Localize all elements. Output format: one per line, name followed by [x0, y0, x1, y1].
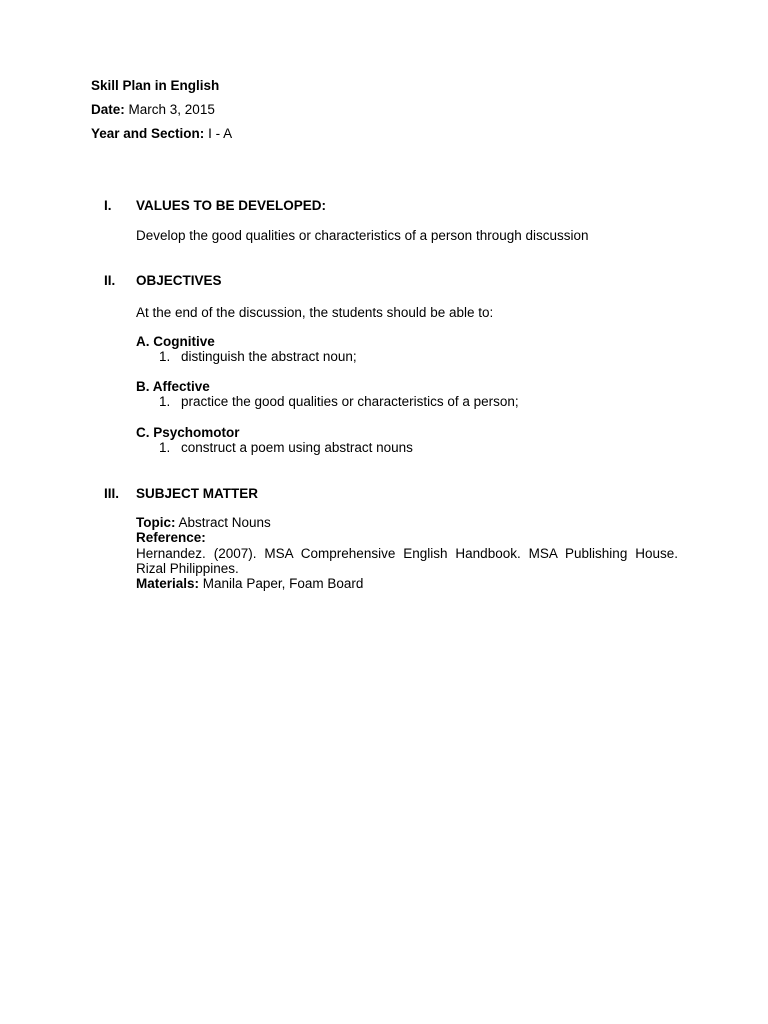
topic-label: Topic:	[136, 515, 176, 530]
reference-label: Reference:	[136, 530, 206, 545]
date-line	[91, 102, 215, 118]
section-title-subject: SUBJECT MATTER	[136, 486, 259, 501]
year-section-value: I - A	[208, 126, 233, 141]
objectives-intro: At the end of the discussion, the students should be able to:	[136, 305, 494, 320]
topic-value: Abstract Nouns	[178, 515, 271, 530]
reference-text: Hernandez. (2007). MSA Comprehensive English Handbook. MSA Publishing House. Rizal Philippines.	[136, 546, 678, 576]
section-number-subject: III.	[104, 486, 120, 501]
year-section-label: Year and Section:	[91, 126, 205, 141]
date-value: March 3, 2015	[128, 102, 215, 117]
materials-value: Manila Paper, Foam Board	[202, 576, 364, 591]
values-text: Develop the good qualities or characteristics of a person through discussion	[136, 228, 589, 243]
document-title: Skill Plan in English	[91, 78, 220, 93]
year-section-line	[91, 126, 232, 142]
date-label: Date:	[91, 102, 125, 117]
section-number-values: I.	[104, 198, 112, 213]
objective-psychomotor-item: 1. construct a poem using abstract nouns	[159, 440, 413, 455]
materials-label: Materials:	[136, 576, 200, 591]
objective-affective-label: B. Affective	[136, 379, 210, 394]
topic-line	[136, 515, 271, 531]
objective-cognitive-label: A. Cognitive	[136, 334, 215, 349]
objective-psychomotor-label: C. Psychomotor	[136, 425, 240, 440]
section-number-objectives: II.	[104, 273, 116, 288]
objective-cognitive-item: 1. distinguish the abstract noun;	[159, 349, 357, 364]
section-title-objectives: OBJECTIVES	[136, 273, 222, 288]
section-title-values: VALUES TO BE DEVELOPED:	[136, 198, 327, 213]
objective-affective-item: 1. practice the good qualities or characteristics of a person;	[159, 394, 519, 409]
materials-line	[136, 576, 363, 592]
